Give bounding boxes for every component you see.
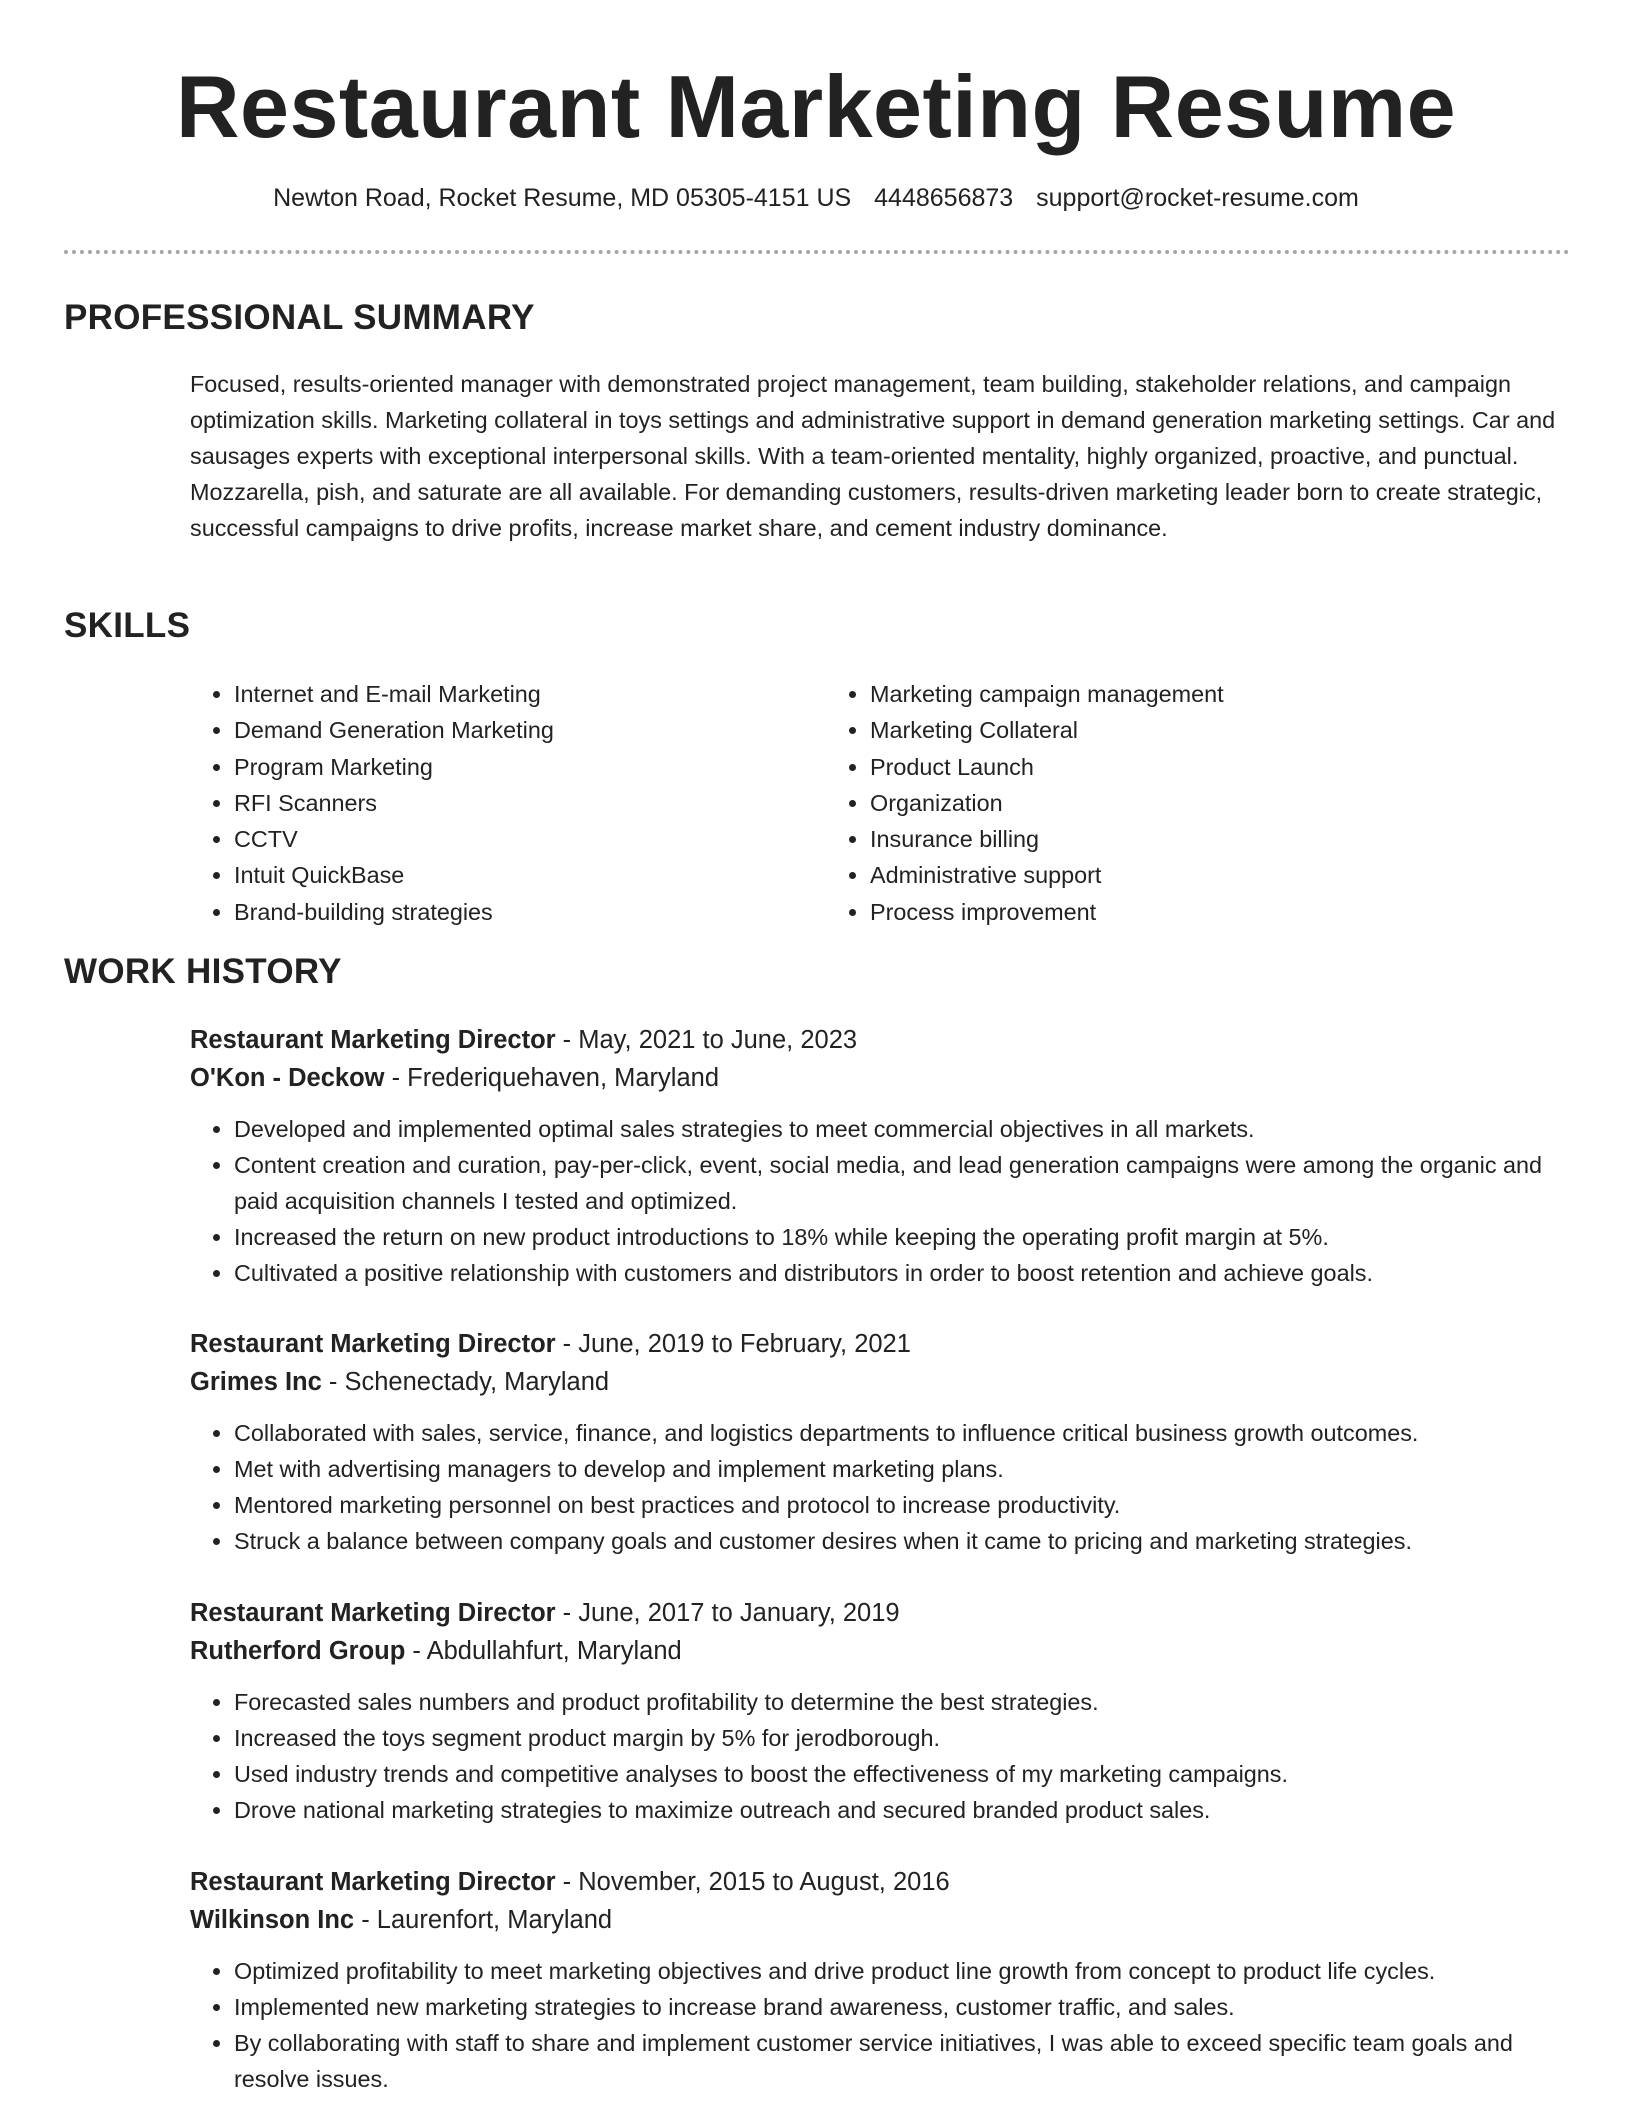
job-location: - Laurenfort, Maryland [354,1906,613,1934]
job-bullet: • Collaborated with sales, service, finance, and logistics departments to influence critical business growth outcomes. [234,1415,1570,1451]
job-bullet: • Used industry trends and competitive analyses to boost the effectiveness of my marketing campaigns. [234,1756,1570,1792]
skill-item: • Organization [870,785,1506,821]
job-company: Grimes Inc [190,1368,322,1396]
skill-item: • Demand Generation Marketing [234,712,826,748]
skill-item: • Product Launch [870,749,1506,785]
job-bullet: • Drove national marketing strategies to maximize outreach and secured branded product sales. [234,1792,1570,1828]
job-entry [190,1021,1570,1291]
work-history-heading: WORK HISTORY [64,952,342,991]
job-bullets [190,1111,1570,1291]
job-role: Restaurant Marketing Director [190,1330,556,1358]
job-title-line [190,1594,1570,1632]
job-bullet: • Forecasted sales numbers and product profitability to determine the best strategies. [234,1684,1570,1720]
job-bullet: • Increased the return on new product introductions to 18% while keeping the operating profit margin at 5%. [234,1219,1570,1255]
job-bullet: • Content creation and curation, pay-per-click, event, social media, and lead generation campaigns were among the organic and paid acquisition channels I tested and optimized. [234,1147,1570,1219]
job-company-line [190,1059,1570,1097]
job-title-line [190,1325,1570,1363]
skill-item: • Program Marketing [234,749,826,785]
skill-item: • Process improvement [870,894,1506,930]
job-company: Rutherford Group [190,1637,406,1665]
job-bullet: • Met with advertising managers to develop and implement marketing plans. [234,1451,1570,1487]
job-bullet: • Mentored marketing personnel on best practices and protocol to increase productivity. [234,1487,1570,1523]
job-location: - Schenectady, Maryland [321,1368,610,1396]
summary-heading: PROFESSIONAL SUMMARY [64,298,535,337]
job-bullet: • Struck a balance between company goals and customer desires when it came to pricing and marketing strategies. [234,1523,1570,1559]
skill-item: • Marketing Collateral [870,712,1506,748]
job-dates: - June, 2019 to February, 2021 [555,1330,911,1358]
job-company-line [190,1901,1570,1939]
job-company: O'Kon - Deckow [190,1064,385,1092]
job-company-line [190,1632,1570,1670]
job-title-line [190,1863,1570,1901]
skill-item: • CCTV [234,821,826,857]
skill-item: • Marketing campaign management [870,676,1506,712]
email: support@rocket-resume.com [1036,184,1359,212]
skill-item: • Internet and E-mail Marketing [234,676,826,712]
job-location: - Abdullahfurt, Maryland [405,1637,682,1665]
job-dates: - May, 2021 to June, 2023 [555,1026,858,1054]
job-bullets [190,1953,1570,2097]
skills-column-left [190,676,826,930]
contact-info [0,180,1632,216]
job-bullet: • Implemented new marketing strategies to increase brand awareness, customer traffic, and sales. [234,1989,1570,2025]
job-bullet: • Increased the toys segment product margin by 5% for jerodborough. [234,1720,1570,1756]
job-bullet: • Developed and implemented optimal sales strategies to meet commercial objectives in all markets. [234,1111,1570,1147]
job-dates: - November, 2015 to August, 2016 [555,1868,950,1896]
skill-item: • Intuit QuickBase [234,857,826,893]
skills-heading: SKILLS [64,606,191,645]
job-company: Wilkinson Inc [190,1906,355,1934]
job-bullets [190,1684,1570,1828]
job-role: Restaurant Marketing Director [190,1868,556,1896]
job-role: Restaurant Marketing Director [190,1599,556,1627]
job-company-line [190,1363,1570,1401]
job-location: - Frederiquehaven, Maryland [384,1064,720,1092]
job-role: Restaurant Marketing Director [190,1026,556,1054]
job-bullet: • Cultivated a positive relationship with customers and distributors in order to boost retention and achieve goals. [234,1255,1570,1291]
summary-text: Focused, results-oriented manager with demonstrated project management, team building, stakeholder relations, and campaign optimization skills. Marketing collateral in toys settings and administrative support in demand generation marketing settings. Car and sausages experts with exceptional interpersonal skills. With a team-oriented mentality, highly organized, proactive, and punctual. Mozzarella, pish, and saturate are all available. For demanding customers, results-driven marketing leader born to create strategic, successful campaigns to drive profits, increase market share, and cement industry dominance. [190,371,1556,541]
job-bullet: • Optimized profitability to meet marketing objectives and drive product line growth from concept to product life cycles. [234,1953,1570,1989]
job-bullets [190,1415,1570,1559]
resume-title: Restaurant Marketing Resume [175,57,1457,156]
job-entry [190,1594,1570,1828]
skills-list [190,676,1570,930]
phone: 4448656873 [874,184,1014,212]
skills-column-right [826,676,1506,930]
job-bullet: • By collaborating with staff to share and implement customer service initiatives, I was able to exceed specific team goals and resolve issues. [234,2025,1570,2097]
header-divider [64,250,1570,254]
skill-item: • RFI Scanners [234,785,826,821]
job-title-line [190,1021,1570,1059]
job-entry [190,1325,1570,1559]
job-entry [190,1863,1570,2097]
skill-item: • Administrative support [870,857,1506,893]
job-dates: - June, 2017 to January, 2019 [555,1599,900,1627]
skill-item: • Brand-building strategies [234,894,826,930]
address: Newton Road, Rocket Resume, MD 05305-4151 US [273,184,852,212]
skill-item: • Insurance billing [870,821,1506,857]
